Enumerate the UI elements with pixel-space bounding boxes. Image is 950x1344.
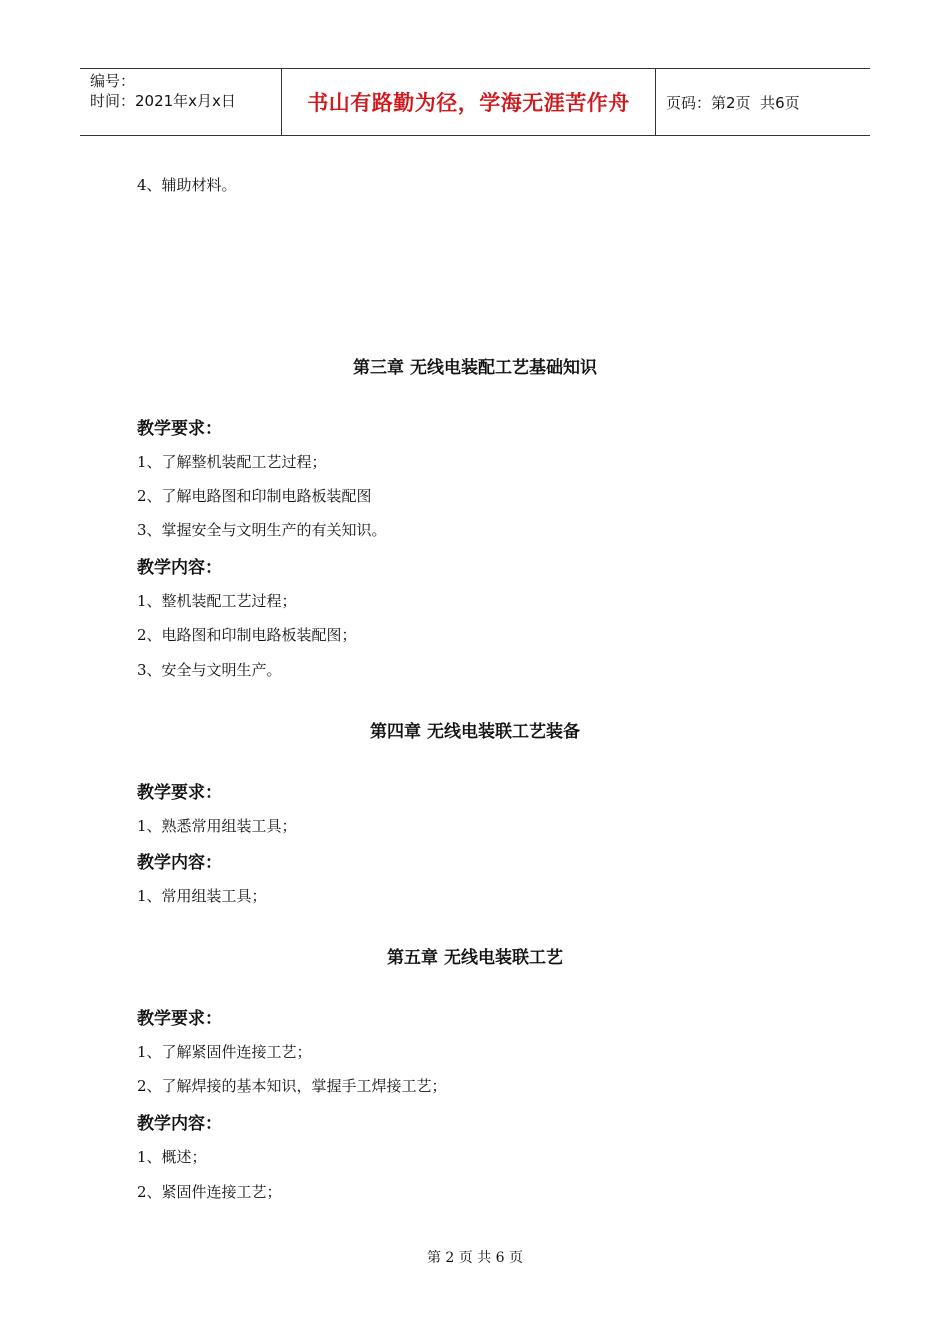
list-item: 1、整机装配工艺过程；	[137, 592, 297, 610]
chapter-title: 第三章 无线电装配工艺基础知识	[353, 358, 597, 378]
list-item: 1、常用组装工具；	[137, 887, 267, 905]
list-item: 1、熟悉常用组装工具；	[137, 817, 297, 835]
header-page-cell	[656, 69, 870, 135]
list-item: 4、辅助材料。	[137, 176, 237, 194]
list-item: 3、掌握安全与文明生产的有关知识。	[137, 521, 387, 539]
section-heading: 教学要求：	[137, 1009, 222, 1029]
section-heading: 教学要求：	[137, 419, 222, 439]
list-item: 1、了解紧固件连接工艺；	[137, 1043, 312, 1061]
section-heading: 教学内容：	[137, 1114, 222, 1134]
header-page-info: 页码：第2页 共6页	[666, 93, 800, 112]
chapter-title: 第五章 无线电装联工艺	[387, 948, 563, 968]
header-motto-cell	[282, 69, 656, 135]
list-item: 1、了解整机装配工艺过程；	[137, 453, 327, 471]
list-item: 3、安全与文明生产。	[137, 661, 282, 679]
document-number-label: 编号：	[90, 72, 136, 90]
header-meta	[80, 69, 282, 135]
section-heading: 教学内容：	[137, 853, 222, 873]
chapter-title: 第四章 无线电装联工艺装备	[370, 722, 580, 742]
page-footer: 第 2 页 共 6 页	[426, 1250, 524, 1266]
list-item: 2、了解焊接的基本知识，掌握手工焊接工艺；	[137, 1077, 447, 1095]
list-item: 2、电路图和印制电路板装配图；	[137, 626, 357, 644]
header-motto: 书山有路勤为径，学海无涯苦作舟	[307, 91, 630, 115]
list-item: 1、概述；	[137, 1148, 207, 1166]
section-heading: 教学内容：	[137, 558, 222, 578]
list-item: 2、了解电路图和印制电路板装配图	[137, 487, 372, 505]
document-time-label: 时间：2021年x月x日	[90, 92, 236, 110]
section-heading: 教学要求：	[137, 783, 222, 803]
page-header	[80, 68, 870, 136]
list-item: 2、紧固件连接工艺；	[137, 1183, 282, 1201]
